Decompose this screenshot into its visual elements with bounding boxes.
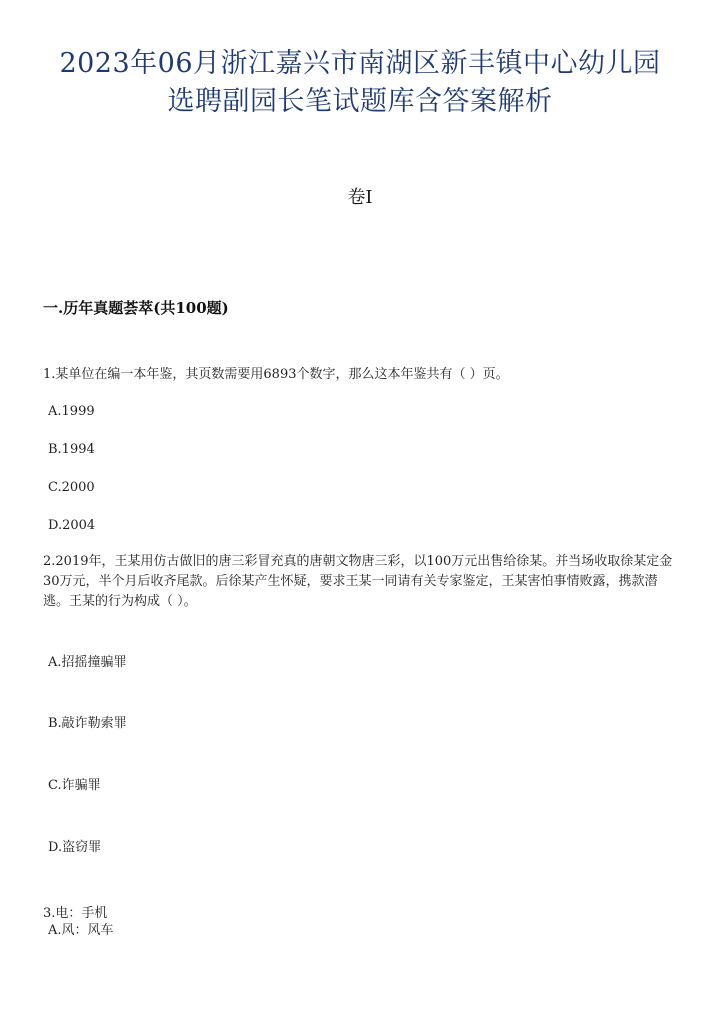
question-3-option-a: A.风：风车 [48, 923, 114, 938]
question-1-option-c: C.2000 [48, 480, 95, 495]
question-2-text: 2.2019年，王某用仿古做旧的唐三彩冒充真的唐朝文物唐三彩，以100万元出售给徐某。并当场收取徐某定金30万元，半个月后收齐尾款。后徐某产生怀疑，要求王某一同请有关专家鉴定，王某害怕事情败露，携款潜逃。王某的行为构成（ ）。 [43, 554, 673, 609]
question-3-text: 3.电：手机 [43, 906, 108, 921]
section-heading: 一.历年真题荟萃(共100题) [43, 299, 229, 317]
question-2-option-b: B.敲诈勒索罪 [48, 716, 127, 731]
question-1-text: 1.某单位在编一本年鉴，其页数需要用6893个数字，那么这本年鉴共有（ ）页。 [43, 367, 509, 382]
question-1-option-b: B.1994 [48, 442, 95, 457]
document-title-line-2: 选聘副园长笔试题库含答案解析 [167, 86, 553, 117]
question-2-option-d: D.盗窃罪 [48, 840, 102, 855]
question-1-option-d: D.2004 [48, 518, 96, 533]
volume-heading: 卷I [347, 187, 373, 208]
question-2-option-c: C.诈骗罪 [48, 778, 101, 793]
document-title-line-1: 2023年06月浙江嘉兴市南湖区新丰镇中心幼儿园 [59, 48, 661, 79]
question-1-option-a: A.1999 [48, 404, 95, 419]
question-2-option-a: A.招摇撞骗罪 [48, 655, 127, 670]
